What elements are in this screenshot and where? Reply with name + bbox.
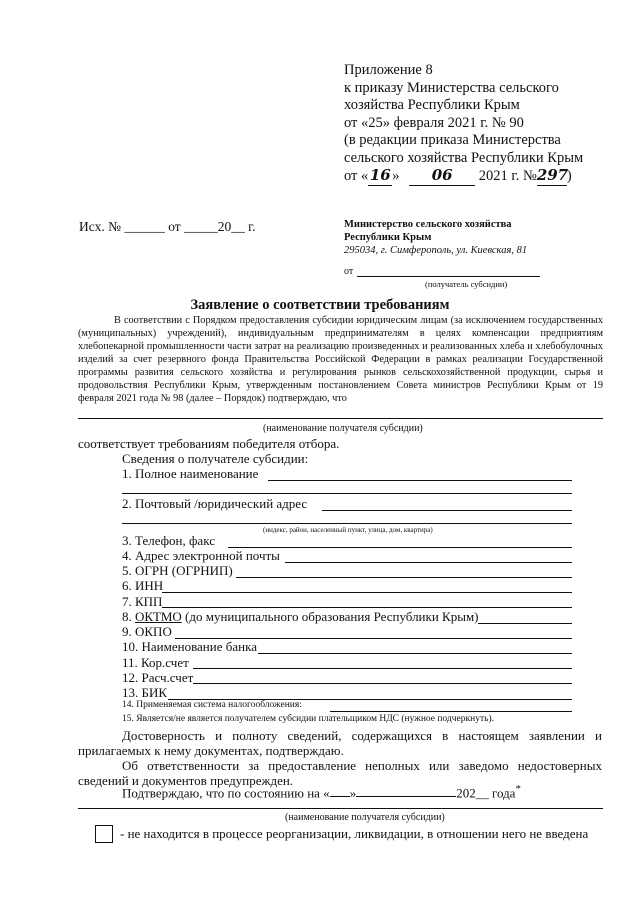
appendix-date-line bbox=[344, 167, 583, 186]
field-tax-label: 14. Применяемая система налогообложения: bbox=[122, 700, 302, 710]
handwritten-month: 06 bbox=[409, 167, 475, 186]
field-oktmo-label bbox=[122, 609, 479, 625]
field-account-label: 12. Расч.счет bbox=[122, 670, 194, 685]
responsibility-paragraph: Об ответственности за предоставление неполных или заведомо недостоверных сведений и документов предупрежден. bbox=[78, 758, 602, 788]
recipient-caption: (получатель субсидии) bbox=[425, 279, 508, 289]
field-email-line[interactable] bbox=[285, 562, 572, 563]
field-ogrn-line[interactable] bbox=[236, 577, 572, 578]
recipient-name-caption-2: (наименование получателя субсидии) bbox=[285, 812, 445, 823]
field-ogrn-label: 5. ОГРН (ОГРНИП) bbox=[122, 563, 233, 578]
appendix-line: к приказу Министерства сельского bbox=[344, 79, 559, 96]
ministry-address: 295034, г. Симферополь, ул. Киевская, 81 bbox=[344, 245, 528, 256]
field-corr-account-label: 11. Кор.счет bbox=[122, 655, 189, 670]
field-full-name-label: 1. Полное наименование bbox=[122, 466, 259, 481]
field-corr-account-line[interactable] bbox=[193, 668, 572, 669]
date-close: ) bbox=[566, 168, 572, 184]
appendix-line: Приложение 8 bbox=[344, 62, 433, 78]
field-inn-line[interactable] bbox=[162, 592, 572, 593]
appendix-line: от «25» февраля 2021 г. № 90 bbox=[344, 114, 524, 131]
reorganization-checkbox[interactable] bbox=[95, 825, 113, 843]
from-line bbox=[357, 276, 540, 277]
field-kpp-line[interactable] bbox=[162, 607, 572, 608]
confirm-quote: » bbox=[349, 785, 357, 801]
confirmation-line bbox=[122, 783, 521, 801]
field-email-label: 4. Адрес электронной почты bbox=[122, 548, 280, 563]
outgoing-reference: Исх. № ______ от _____20__ г. bbox=[79, 219, 256, 234]
appendix-line: сельского хозяйства Республики Крым bbox=[344, 149, 584, 166]
ministry-name: Министерство сельского хозяйства bbox=[344, 219, 512, 230]
oktmo-number: 8. bbox=[122, 609, 135, 624]
field-address-line[interactable] bbox=[322, 510, 572, 511]
field-kpp-label: 7. КПП bbox=[122, 594, 163, 609]
ministry-block bbox=[344, 218, 527, 257]
field-bik-label: 13. БИК bbox=[122, 685, 168, 700]
from-label: от bbox=[344, 266, 354, 277]
confirm-year: 202__ года bbox=[456, 785, 516, 801]
field-full-name-line[interactable] bbox=[268, 480, 572, 481]
field-address-line-2[interactable] bbox=[122, 523, 572, 524]
handwritten-number: 297 bbox=[536, 166, 569, 184]
field-tax-line[interactable] bbox=[330, 711, 572, 712]
oktmo-desc: (до муниципального образования Республики Крым) bbox=[181, 609, 479, 624]
field-inn-label: 6. ИНН bbox=[122, 578, 164, 593]
confirm-prefix: Подтверждаю, что по состоянию на « bbox=[122, 785, 330, 801]
field-phone-label: 3. Телефон, факс bbox=[122, 533, 215, 548]
document-title: Заявление о соответствии требованиям bbox=[190, 297, 450, 313]
field-account-line[interactable] bbox=[193, 683, 572, 684]
oktmo-abbrev: ОКТМО bbox=[135, 609, 182, 624]
appendix-line: (в редакции приказа Министерства bbox=[344, 132, 561, 148]
confirm-month-blank[interactable] bbox=[356, 796, 456, 797]
recipient-name-line bbox=[78, 418, 603, 419]
field-oktmo-line[interactable] bbox=[478, 623, 572, 624]
appendix-block bbox=[344, 62, 583, 186]
conforms-text: соответствует требованиям победителя отбора. bbox=[78, 436, 340, 451]
intro-paragraph: В соответствии с Порядком предоставления субсидии юридическим лицам (за исключением государственных (муниципальных) учреждений), индивидуальным предпринимателям в целях компенсации предприятиям хлебопекарной промышленности части затрат на реализацию произведенных и реализованных хлеба и хлебобулочных изделий за счет резервного фонда Правительства Российской Федерации в рамках реализации Государственной программы развития сельского хозяйства и регулирования рынков сельскохозяйственной продукции, сырья и продовольствия Республики Крым, утвержденным постановлением Совета министров Республики Крым от 19 февраля 2021 года № 98 (далее – Порядок) подтверждаю, что bbox=[78, 315, 603, 404]
field-address-label: 2. Почтовый /юридический адрес bbox=[122, 496, 308, 511]
field-bank-label: 10. Наименование банка bbox=[122, 639, 257, 654]
field-full-name-line-2[interactable] bbox=[122, 493, 572, 494]
field-vat-label: 15. Является/не является получателем субсидии плательщиком НДС (нужное подчеркнуть). bbox=[122, 714, 494, 724]
recipient-name-line-2 bbox=[78, 808, 603, 809]
date-quote: » bbox=[392, 168, 400, 184]
ministry-name-2: Республики Крым bbox=[344, 232, 432, 243]
confirm-day-blank[interactable] bbox=[330, 796, 350, 797]
reliability-paragraph: Достоверность и полноту сведений, содержащихся в настоящем заявлении и прилагаемых к нему документах, подтверждаю. bbox=[78, 728, 602, 758]
checkbox-text: - не находится в процессе реорганизации, ликвидации, в отношении него не введена bbox=[120, 826, 589, 841]
field-okpo-label: 9. ОКПО bbox=[122, 624, 172, 639]
info-heading: Сведения о получателе субсидии: bbox=[122, 451, 309, 466]
footnote-marker: * bbox=[515, 783, 521, 795]
appendix-line: хозяйства Республики Крым bbox=[344, 97, 520, 113]
date-prefix: от « bbox=[344, 168, 369, 184]
handwritten-day: 16 bbox=[369, 166, 391, 184]
date-year: 2021 г. № bbox=[478, 168, 537, 184]
recipient-name-caption: (наименование получателя субсидии) bbox=[263, 423, 423, 434]
field-address-caption: (индекс, район, населенный пункт, улица, дом, квартира) bbox=[263, 526, 433, 534]
field-bank-line[interactable] bbox=[258, 653, 572, 654]
